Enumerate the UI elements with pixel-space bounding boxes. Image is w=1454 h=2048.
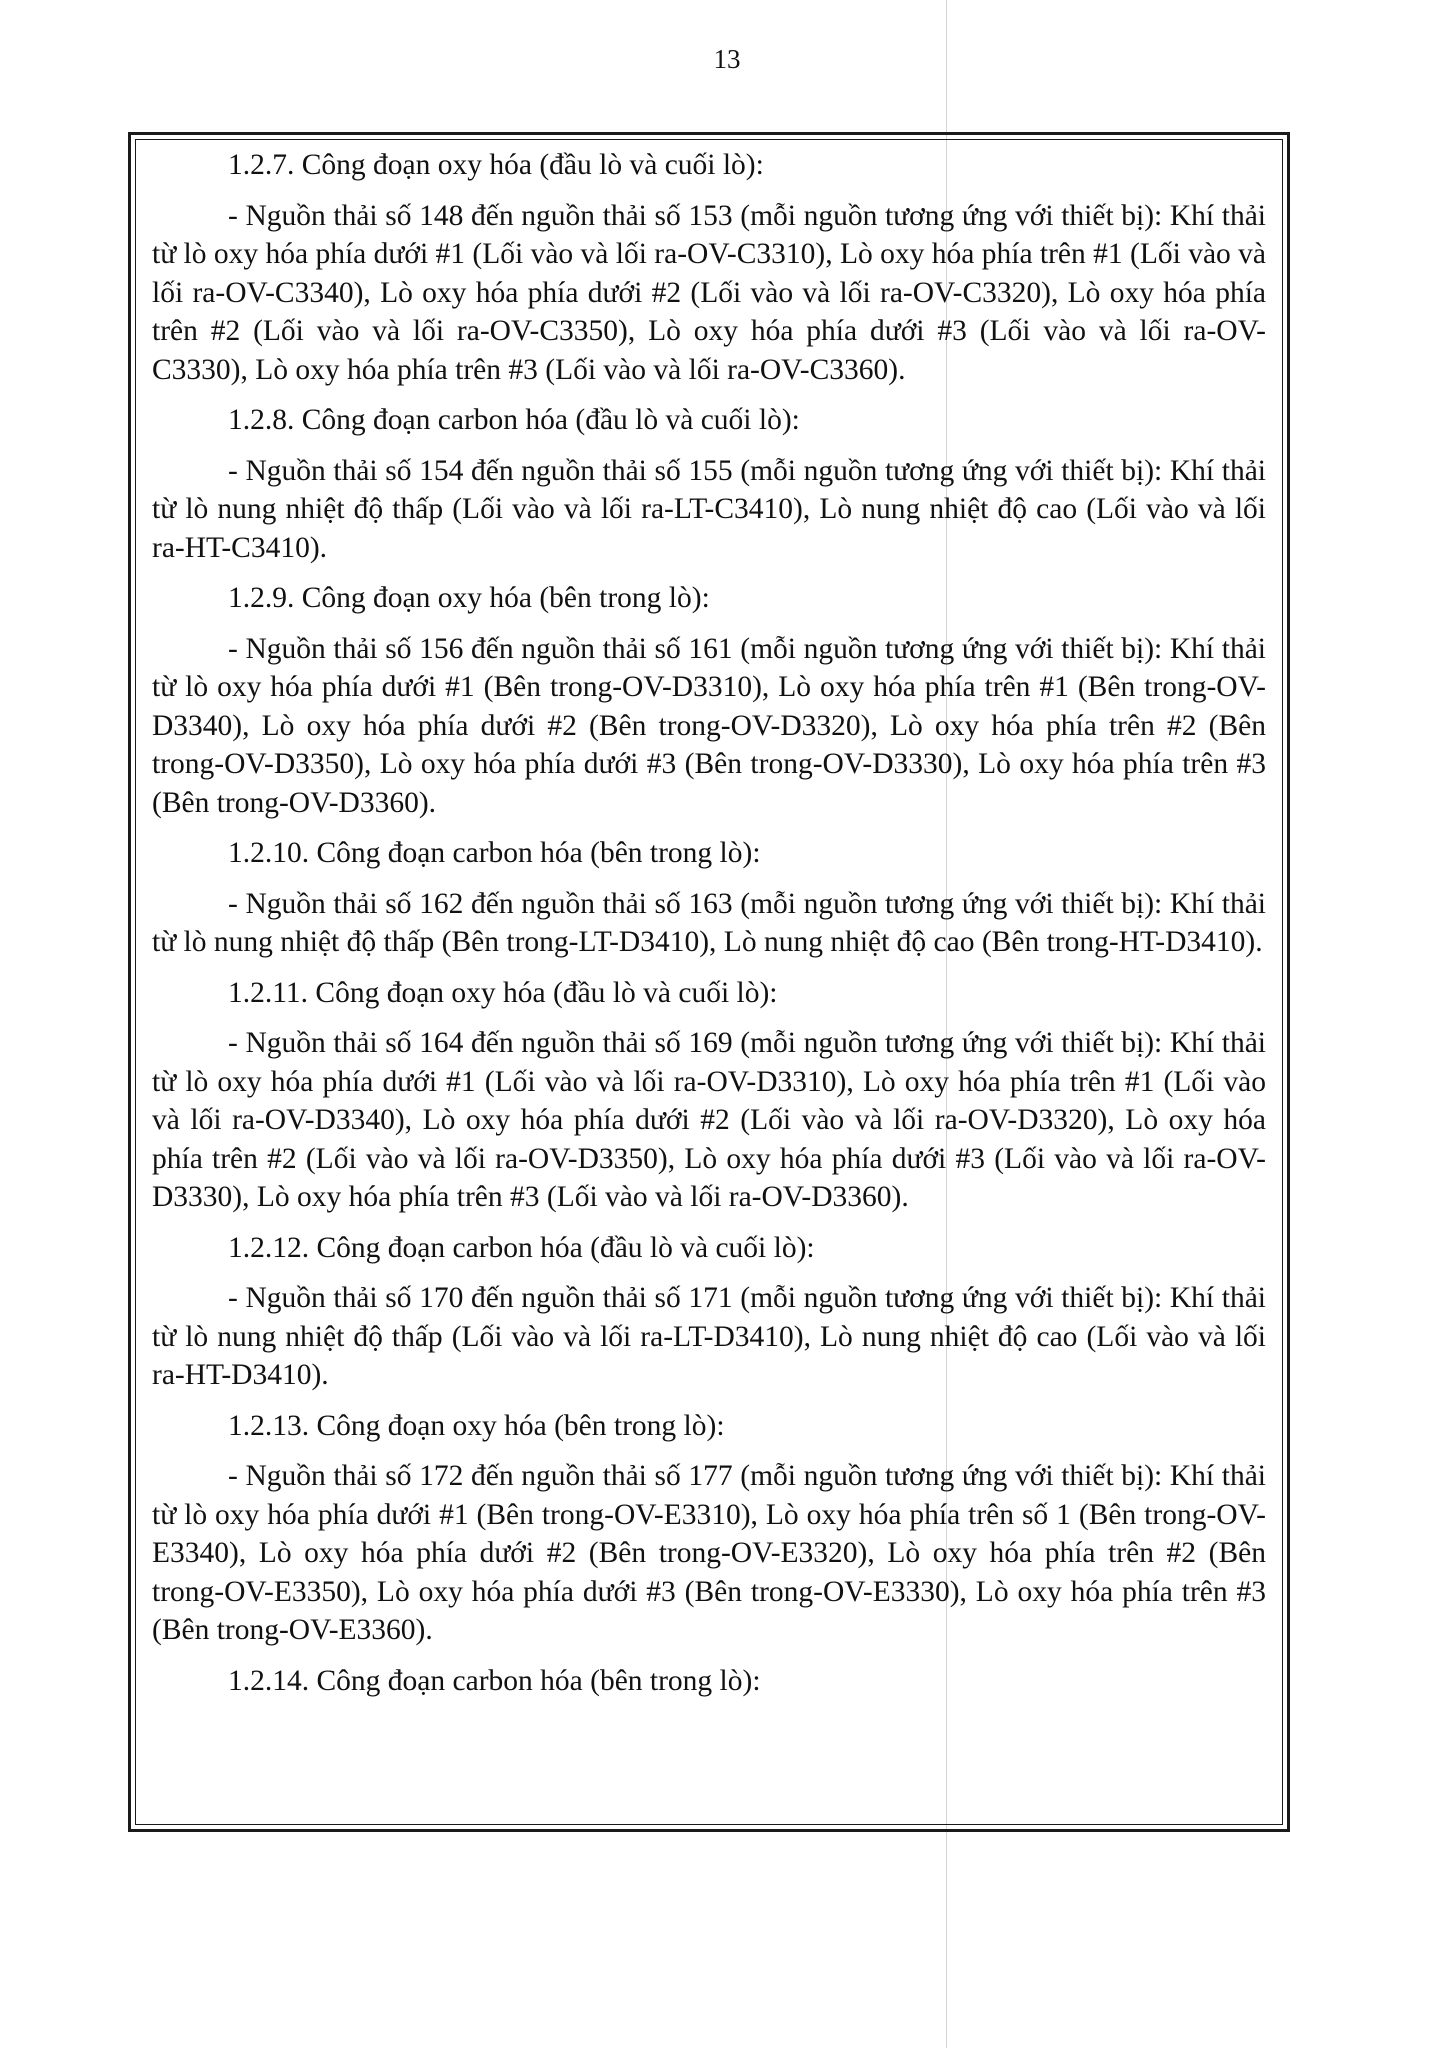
page-number: 13 xyxy=(713,44,741,74)
section-text-1-2-11: - Nguồn thải số 164 đến nguồn thải số 169 (mỗi nguồn tương ứng với thiết bị): Khí thải từ lò oxy hóa phía dưới #1 (Lối vào và lối ra-OV-D3310), Lò oxy hóa phía trên #1 (Lối vào và lối ra-OV-D3340), Lò oxy hóa phía dưới #2 (Lối vào và lối ra-OV-D3320), Lò oxy hóa phía trên #2 (Lối vào và lối ra-OV-D3350), Lò oxy hóa phía dưới #3 (Lối vào và lối ra-OV-D3330), Lò oxy hóa phía trên #3 (Lối vào và lối ra-OV-D3360). xyxy=(152,1027,1266,1213)
document-body xyxy=(152,146,1266,1712)
section-heading-1-2-10: 1.2.10. Công đoạn carbon hóa (bên trong lò): xyxy=(228,837,761,869)
section-heading-1-2-8: 1.2.8. Công đoạn carbon hóa (đầu lò và cuối lò): xyxy=(228,404,800,436)
section-text-1-2-7: - Nguồn thải số 148 đến nguồn thải số 153 (mỗi nguồn tương ứng với thiết bị): Khí thải từ lò oxy hóa phía dưới #1 (Lối vào và lối ra-OV-C3310), Lò oxy hóa phía trên #1 (Lối vào và lối ra-OV-C3340), Lò oxy hóa phía dưới #2 (Lối vào và lối ra-OV-C3320), Lò oxy hóa phía trên #2 (Lối vào và lối ra-OV-C3350), Lò oxy hóa phía dưới #3 (Lối vào và lối ra-OV-C3330), Lò oxy hóa phía trên #3 (Lối vào và lối ra-OV-C3360). xyxy=(152,199,1266,386)
section-text-1-2-10: - Nguồn thải số 162 đến nguồn thải số 163 (mỗi nguồn tương ứng với thiết bị): Khí thải từ lò nung nhiệt độ thấp (Bên trong-LT-D3410), Lò nung nhiệt độ cao (Bên trong-HT-D3410). xyxy=(152,887,1266,958)
section-heading-1-2-14: 1.2.14. Công đoạn carbon hóa (bên trong lò): xyxy=(228,1664,761,1697)
section-heading-1-2-12: 1.2.12. Công đoạn carbon hóa (đầu lò và cuối lò): xyxy=(228,1231,815,1264)
section-text-1-2-12: - Nguồn thải số 170 đến nguồn thải số 171 (mỗi nguồn tương ứng với thiết bị): Khí thải từ lò nung nhiệt độ thấp (Lối vào và lối ra-LT-D3410), Lò nung nhiệt độ cao (Lối vào và lối ra-HT-D3410). xyxy=(152,1282,1266,1391)
section-heading-1-2-13: 1.2.13. Công đoạn oxy hóa (bên trong lò): xyxy=(228,1409,725,1442)
section-heading-1-2-9: 1.2.9. Công đoạn oxy hóa (bên trong lò): xyxy=(228,582,710,614)
section-heading-1-2-11: 1.2.11. Công đoạn oxy hóa (đầu lò và cuối lò): xyxy=(228,976,778,1009)
section-heading-1-2-7: 1.2.7. Công đoạn oxy hóa (đầu lò và cuối lò): xyxy=(228,149,764,181)
section-text-1-2-9: - Nguồn thải số 156 đến nguồn thải số 161 (mỗi nguồn tương ứng với thiết bị): Khí thải từ lò oxy hóa phía dưới #1 (Bên trong-OV-D3310), Lò oxy hóa phía trên #1 (Bên trong-OV-D3340), Lò oxy hóa phía dưới #2 (Bên trong-OV-D3320), Lò oxy hóa phía trên #2 (Bên trong-OV-D3350), Lò oxy hóa phía dưới #3 (Bên trong-OV-D3330), Lò oxy hóa phía trên #3 (Bên trong-OV-D3360). xyxy=(152,632,1266,819)
section-text-1-2-13: - Nguồn thải số 172 đến nguồn thải số 177 (mỗi nguồn tương ứng với thiết bị): Khí thải từ lò oxy hóa phía dưới #1 (Bên trong-OV-E3310), Lò oxy hóa phía trên số 1 (Bên trong-OV-E3340), Lò oxy hóa phía dưới #2 (Bên trong-OV-E3320), Lò oxy hóa phía trên #2 (Bên trong-OV-E3350), Lò oxy hóa phía dưới #3 (Bên trong-OV-E3330), Lò oxy hóa phía trên #3 (Bên trong-OV-E3360). xyxy=(152,1460,1266,1646)
section-text-1-2-8: - Nguồn thải số 154 đến nguồn thải số 155 (mỗi nguồn tương ứng với thiết bị): Khí thải từ lò nung nhiệt độ thấp (Lối vào và lối ra-LT-C3410), Lò nung nhiệt độ cao (Lối vào và lối ra-HT-C3410). xyxy=(152,454,1266,564)
